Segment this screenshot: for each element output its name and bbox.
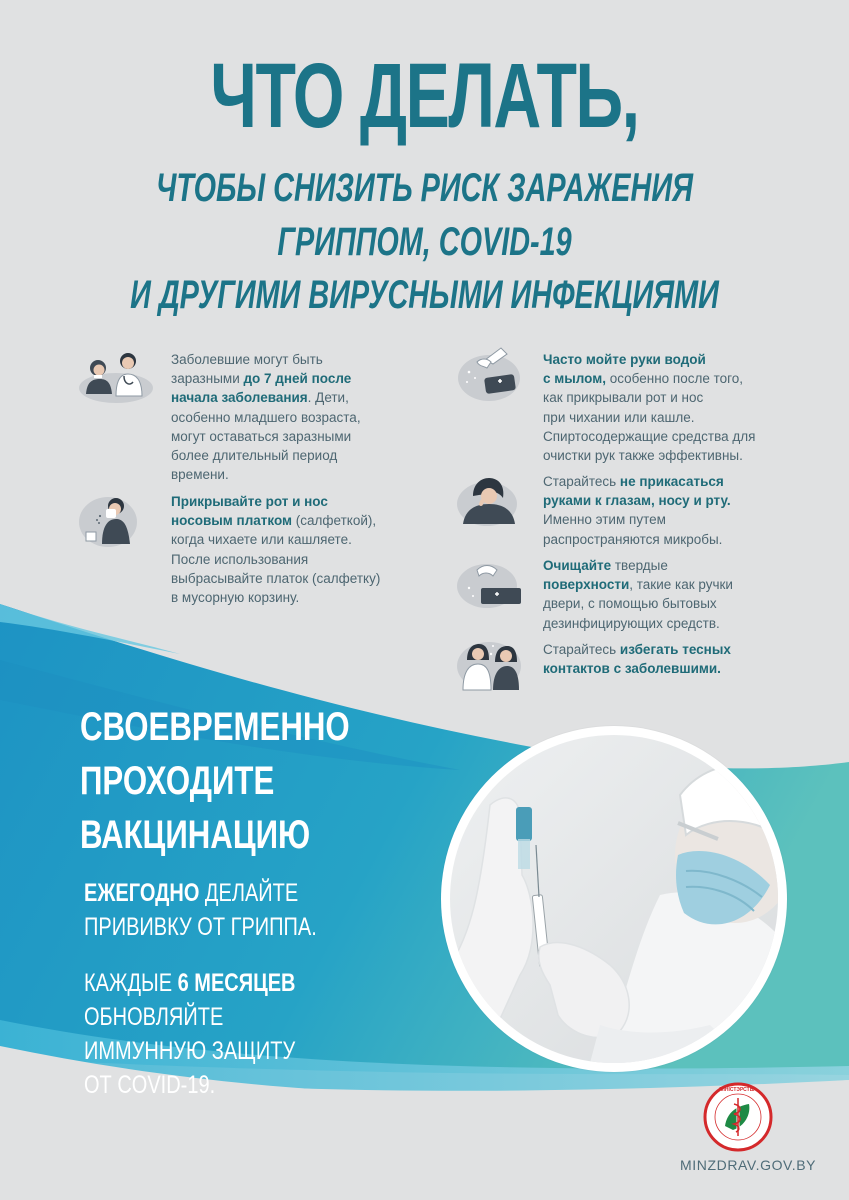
- vaccination-heading: СВОЕВРЕМЕННО ПРОХОДИТЕ ВАКЦИНАЦИЮ: [80, 705, 350, 857]
- doctor-with-vaccine-image: [450, 735, 778, 1063]
- tip-avoid-text: Старайтесь избегать тесных контактов с заболевшими.: [543, 642, 731, 677]
- tip-wash-text: Часто мойте руки водой с мылом, особенно после того, как прикрывали рот и нос при чихании или кашле. Спиртосодержащие средства для очистки рук также эффективны.: [543, 352, 756, 464]
- page-title: ЧТО ДЕЛАТЬ,: [210, 45, 639, 147]
- surface-cleaning-icon: [455, 558, 527, 612]
- social-distance-icon: [455, 636, 525, 692]
- face-touching-icon: [455, 474, 521, 528]
- subtitle-line-2: ГРИППОМ, COVID-19: [277, 220, 572, 264]
- hand-washing-icon: [455, 346, 527, 404]
- subtitle-line-3: И ДРУГИМИ ВИРУСНЫМИ ИНФЕКЦИЯМИ: [130, 273, 719, 317]
- website-link[interactable]: MINZDRAV.GOV.BY: [680, 1157, 817, 1173]
- sick-child-doctor-icon: [78, 346, 154, 404]
- subtitle-line-1: ЧТОБЫ СНИЗИТЬ РИСК ЗАРАЖЕНИЯ: [155, 166, 694, 210]
- covid-vaccination-note: КАЖДЫЕ 6 МЕСЯЦЕВ ОБНОВЛЯЙТЕ ИММУННУЮ ЗАЩИТУ ОТ COVID-19.: [84, 969, 296, 1099]
- tip-contagious-text: Заболевшие могут быть заразными до 7 дней после начала заболевания. Дети, особенно младшего возраста, могут оставаться заразными более длительный период времени.: [171, 352, 361, 483]
- ministry-emblem-icon: [703, 1082, 773, 1152]
- flu-vaccination-note: ЕЖЕГОДНО ДЕЛАЙТЕ ПРИВИВКУ ОТ ГРИППА.: [84, 879, 317, 941]
- sneezing-person-icon: [78, 492, 140, 552]
- tip-touch-text: Старайтесь не прикасаться руками к глазам, носу и рту. Именно этим путем распространяются микробы.: [543, 474, 731, 547]
- vaccination-photo: [441, 726, 787, 1072]
- svg-text:МІНІСТЭРСТВА: МІНІСТЭРСТВА: [719, 1087, 757, 1093]
- tip-cover-text: Прикрывайте рот и нос носовым платком (салфеткой), когда чихаете или кашляете. После использования выбрасывайте платок (салфетку) в мусорную корзину.: [171, 494, 381, 606]
- tip-clean-text: Очищайте твердые поверхности, такие как ручки двери, с помощью бытовых дезинфицирующих средств.: [543, 558, 733, 631]
